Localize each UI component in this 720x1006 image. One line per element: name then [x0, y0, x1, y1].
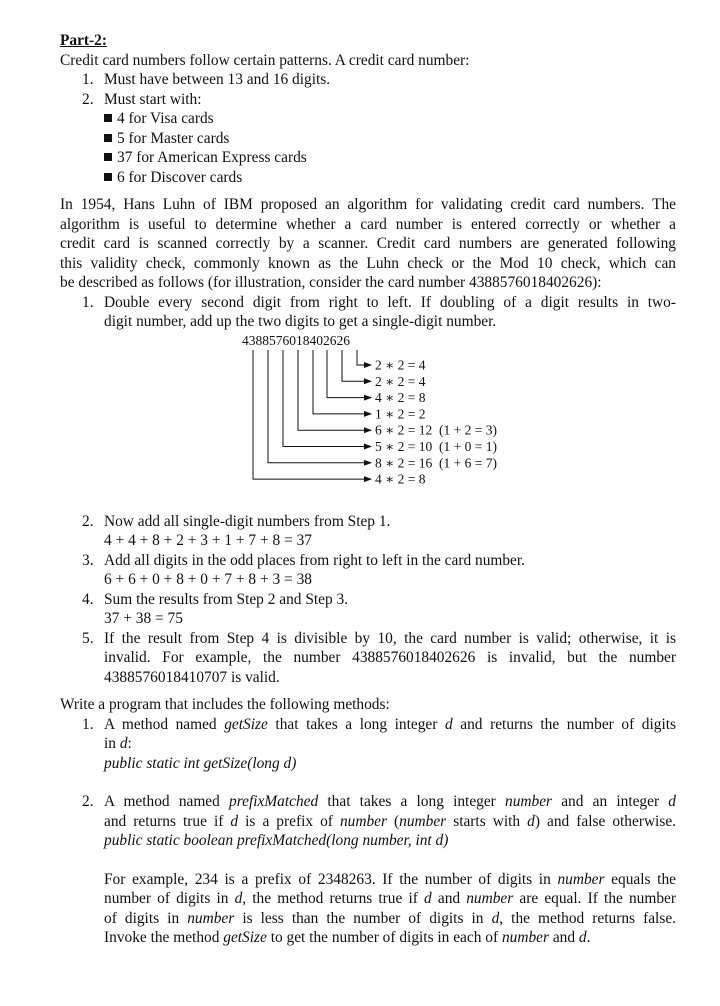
- step-line: 37 + 38 = 75: [104, 610, 183, 627]
- step-number: 2.: [82, 512, 94, 530]
- step-line: Now add all single-digit numbers from Step 1.: [104, 512, 391, 530]
- step-line: 4388576018410707 is valid.: [104, 668, 280, 686]
- diagram-arrow: [253, 350, 371, 479]
- paragraph-line: algorithm is useful to determine whether a card number is entered correctly or whether a: [60, 215, 676, 233]
- method-name: getSize: [224, 715, 268, 733]
- prefix-text: 37 for American Express cards: [117, 149, 307, 166]
- step-line: digit number, add up the two digits to get a single-digit number.: [104, 313, 497, 330]
- part-title: Part-2:: [60, 32, 107, 49]
- prefix-item: [104, 129, 676, 149]
- method-line: and returns true if d is a prefix of number (number starts with d) and false otherwise.: [104, 812, 677, 830]
- rule-number: 1.: [82, 71, 94, 88]
- step-line: 4 + 4 + 8 + 2 + 3 + 1 + 7 + 8 = 37: [104, 532, 312, 549]
- method-name: prefixMatched: [229, 793, 319, 810]
- diagram-row-label: 4 ∗ 2 = 8: [375, 471, 426, 487]
- diagram-row-label: 4 ∗ 2 = 8: [375, 390, 426, 406]
- step-line: 6 + 6 + 0 + 8 + 0 + 7 + 8 + 3 = 38: [104, 571, 312, 588]
- step-item: [60, 629, 676, 688]
- example-line: of digits in number is less than the number of digits in d, the method returns false.: [104, 909, 677, 927]
- write-instruction: Write a program that includes the following methods:: [60, 696, 390, 713]
- rule-number: 2.: [82, 90, 94, 108]
- diagram-row-label: 2 ∗ 2 = 4: [375, 373, 426, 389]
- step-line: If the result from Step 4 is divisible by 10, the card number is valid; otherwise, it is: [104, 629, 676, 647]
- step-number: 5.: [82, 629, 94, 647]
- example-line: number of digits in d, the method returns true if d and number are equal. If the number: [104, 890, 677, 907]
- prefix-item: [104, 168, 676, 188]
- paragraph-line: be described as follows (for illustration, consider the card number 4388576018402626):: [60, 274, 602, 291]
- square-bullet-icon: [104, 114, 112, 122]
- diagram-row-label: 8 ∗ 2 = 16 (1 + 6 = 7): [375, 455, 498, 471]
- square-bullet-icon: [104, 153, 112, 161]
- square-bullet-icon: [104, 173, 112, 181]
- intro-text: Credit card numbers follow certain patterns. A credit card number:: [60, 51, 470, 69]
- example-line: For example, 234 is a prefix of 2348263. If the number of digits in number equals the: [104, 870, 676, 888]
- diagram-arrow: [327, 350, 371, 398]
- luhn-diagram-svg: [178, 301, 498, 496]
- paragraph-line: credit card is scanned correctly by a scanner. Credit card numbers are generated following: [60, 235, 676, 252]
- example-line: Invoke the method getSize to get the number of digits in each of number and d.: [104, 929, 591, 946]
- step-number: 4.: [82, 590, 94, 608]
- method-item: [60, 792, 676, 948]
- step-line: invalid. For example, the number 4388576018402626 is invalid, but the number: [104, 649, 676, 666]
- prefix-text: 6 for Discover cards: [117, 168, 243, 186]
- luhn-paragraph: [60, 195, 676, 293]
- step-number: 3.: [82, 551, 94, 569]
- method-signature: public static boolean prefixMatched(long number, int d): [104, 832, 449, 849]
- diagram-row-label: 1 ∗ 2 = 2: [375, 406, 426, 422]
- rule-text: Must have between 13 and 16 digits.: [104, 71, 331, 88]
- step-line: Double every second digit from right to left. If doubling of a digit results in two-: [104, 293, 676, 311]
- step-item: [60, 590, 676, 629]
- method-number: 1.: [82, 715, 94, 733]
- method-line: A method named prefixMatched that takes a long integer number and an integer d: [104, 793, 676, 810]
- diagram-row-label: 2 ∗ 2 = 4: [375, 357, 426, 373]
- rule-item: [60, 70, 676, 90]
- method-line: in d:: [104, 735, 132, 752]
- method-number: 2.: [82, 793, 94, 810]
- diagram-row-label: 5 ∗ 2 = 10 (1 + 0 = 1): [375, 439, 498, 454]
- diagram-arrow: [357, 350, 371, 365]
- prefix-item: [104, 109, 676, 129]
- method-item: [60, 715, 676, 774]
- square-bullet-icon: [104, 134, 112, 142]
- prefix-text: 4 for Visa cards: [117, 110, 214, 127]
- step-line: Sum the results from Step 2 and Step 3.: [104, 590, 349, 608]
- prefix-text: 5 for Master cards: [117, 129, 230, 147]
- paragraph-line: this validity check, commonly known as the Luhn check or the Mod 10 check, which can: [60, 254, 676, 272]
- step-item: [60, 551, 676, 590]
- method-signature: public static int getSize(long d): [104, 754, 297, 772]
- step-line: Add all digits in the odd places from right to left in the card number.: [104, 551, 526, 569]
- diagram-row-label: 6 ∗ 2 = 12 (1 + 2 = 3): [375, 422, 498, 438]
- rule-text: Must start with:: [104, 90, 202, 108]
- card-number-label: 4388576018402626: [242, 333, 350, 348]
- luhn-diagram: [178, 301, 498, 496]
- step-number: 1.: [82, 293, 94, 311]
- diagram-arrow: [298, 350, 371, 430]
- step-item: [60, 512, 676, 551]
- paragraph-line: In 1954, Hans Luhn of IBM proposed an algorithm for validating credit card numbers. The: [60, 196, 676, 213]
- prefix-item: [104, 148, 676, 168]
- method-line: A method named getSize that takes a long integer d and returns the number of digits: [104, 715, 677, 733]
- rule-item: [60, 90, 676, 110]
